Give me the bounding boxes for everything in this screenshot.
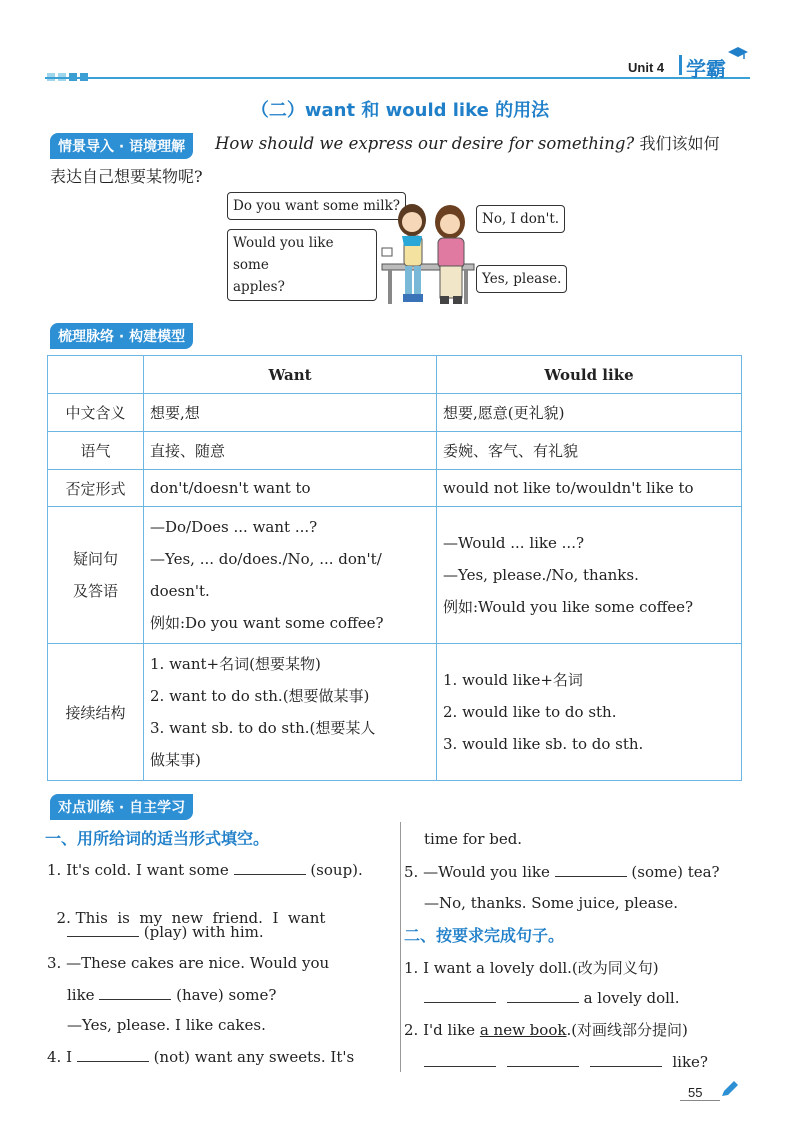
column-divider <box>400 822 401 1072</box>
cell-line: —Yes, please./No, thanks. <box>443 566 639 584</box>
q-text: 2. I'd like <box>404 1021 480 1039</box>
question-3 <box>47 954 329 972</box>
question-5-answer: —No, thanks. Some juice, please. <box>424 894 678 912</box>
table-header-row <box>48 356 742 394</box>
q-text: 4. I <box>47 1048 73 1066</box>
cell-want <box>144 644 437 781</box>
q-text: 1. It's cold. I want some <box>47 861 229 879</box>
cell-want <box>144 507 437 644</box>
graduation-cap-icon <box>728 47 748 61</box>
question-3-answer <box>67 1016 266 1034</box>
header-dots <box>47 66 91 85</box>
q-text: 5. —Would you like <box>404 863 550 881</box>
q-text: like <box>67 986 95 1004</box>
comparison-table <box>47 355 742 781</box>
q-text: (soup). <box>310 861 363 879</box>
answer-blank[interactable] <box>77 1047 149 1062</box>
cell-would-like: 委婉、客气、有礼貌 <box>437 432 742 470</box>
cell-want: 想要,想 <box>144 394 437 432</box>
speech-bubble-milk: Do you want some milk? <box>227 192 406 220</box>
answer-blank[interactable] <box>424 988 496 1003</box>
header-rule <box>45 77 750 79</box>
intro-text-en: How should we express our desire for something? <box>215 134 635 153</box>
cell-want: don't/doesn't want to <box>144 470 437 507</box>
row-label-line: 及答语 <box>72 582 118 600</box>
q-text: 2. This is my new friend. I want <box>56 909 326 927</box>
table-row <box>48 394 742 432</box>
section2-question-2 <box>404 1019 688 1040</box>
answer-blank[interactable] <box>424 1052 496 1067</box>
speech-bubble-yes: Yes, please. <box>476 265 567 293</box>
cell-line: 2. want to do sth.(想要做某事) <box>150 687 370 705</box>
header-bar <box>679 55 682 75</box>
table-header-would-like: Would like <box>437 356 742 394</box>
model-tag: 梳理脉络 · 构建模型 <box>50 323 193 349</box>
q-text: like? <box>672 1053 708 1071</box>
row-label-line: 疑问句 <box>72 550 118 568</box>
section2-question-2-answer <box>424 1052 708 1071</box>
section-title: （二）want 和 would like 的用法 <box>250 100 550 121</box>
cell-line: 1. want+名词(想要某物) <box>150 655 321 673</box>
row-label: 语气 <box>48 432 144 470</box>
answer-blank[interactable] <box>507 988 579 1003</box>
section2-question-1-answer <box>424 988 680 1007</box>
cell-line: doesn't. <box>150 582 210 600</box>
q-text: 3. —These cakes are nice. Would you <box>47 954 330 972</box>
cell-line: 例如:Do you want some coffee? <box>150 614 384 632</box>
table-row <box>48 507 742 644</box>
row-label: 否定形式 <box>48 470 144 507</box>
question-4-cont: time for bed. <box>424 830 523 848</box>
bubble-line: apples? <box>233 279 285 295</box>
cell-would-like <box>437 644 742 781</box>
q-text: (some) tea? <box>631 863 720 881</box>
cell-line: —Do/Does ... want ...? <box>150 518 318 536</box>
cell-line: —Yes, ... do/does./No, ... don't/ <box>150 550 382 568</box>
speech-bubble-apples <box>227 229 377 301</box>
row-label: 中文含义 <box>48 394 144 432</box>
section2-question-1: 1. I want a lovely doll.(改为同义句) <box>404 959 659 977</box>
question-4 <box>47 1047 354 1066</box>
answer-blank[interactable] <box>590 1052 662 1067</box>
section1-title: 一、用所给词的适当形式填空。 <box>45 829 270 848</box>
cell-line: 例如:Would you like some coffee? <box>443 598 694 616</box>
girls-on-bench-illustration <box>380 200 480 310</box>
intro-tag: 情景导入 · 语境理解 <box>50 133 193 159</box>
cell-line: 做某事) <box>150 751 201 769</box>
cell-would-like: would not like to/wouldn't like to <box>437 470 742 507</box>
cell-line: 2. would like to do sth. <box>443 703 617 721</box>
cell-line: —Would ... like ...? <box>443 534 585 552</box>
row-label <box>48 507 144 644</box>
q-text: —Yes, please. I like cakes. <box>67 1016 266 1034</box>
answer-blank[interactable] <box>67 922 139 937</box>
table-row <box>48 470 742 507</box>
answer-blank[interactable] <box>99 985 171 1000</box>
table-header-empty <box>48 356 144 394</box>
question-3-cont <box>67 985 276 1004</box>
q-text: (not) want any sweets. It's <box>153 1048 355 1066</box>
cell-want: 直接、随意 <box>144 432 437 470</box>
brand-logo: 学霸 <box>686 57 726 81</box>
q-text: .(对画线部分提问) <box>566 1021 688 1039</box>
speech-bubble-no: No, I don't. <box>476 205 565 233</box>
section2-title: 二、按要求完成句子。 <box>404 926 565 945</box>
intro-text <box>215 131 720 154</box>
pencil-icon <box>720 1080 740 1098</box>
question-5 <box>404 862 720 881</box>
table-row <box>48 432 742 470</box>
row-label: 接续结构 <box>48 644 144 781</box>
answer-blank[interactable] <box>555 862 627 877</box>
q-text: (have) some? <box>176 986 277 1004</box>
practice-tag: 对点训练 · 自主学习 <box>50 794 193 820</box>
table-row <box>48 644 742 781</box>
cell-line: 1. would like+名词 <box>443 671 583 689</box>
bubble-line: Would you like some <box>233 235 334 273</box>
question-2-cont <box>67 922 264 941</box>
page-number: 55 <box>688 1085 703 1100</box>
table-header-want: Want <box>144 356 437 394</box>
cell-line: 3. want sb. to do sth.(想要某人 <box>150 719 376 737</box>
answer-blank[interactable] <box>234 860 306 875</box>
cell-would-like <box>437 507 742 644</box>
cell-would-like: 想要,愿意(更礼貌) <box>437 394 742 432</box>
intro-text-zh: 我们该如何 <box>639 134 720 153</box>
q-text: a lovely doll. <box>583 989 680 1007</box>
q-text: (play) with him. <box>143 923 264 941</box>
intro-text-line2: 表达自己想要某物呢? <box>50 167 203 186</box>
question-1 <box>47 860 363 879</box>
cell-line: 3. would like sb. to do sth. <box>443 735 644 753</box>
underlined-phrase: a new book <box>479 1021 567 1039</box>
unit-label: Unit 4 <box>628 60 665 75</box>
page-number-rule <box>680 1100 720 1101</box>
answer-blank[interactable] <box>507 1052 579 1067</box>
